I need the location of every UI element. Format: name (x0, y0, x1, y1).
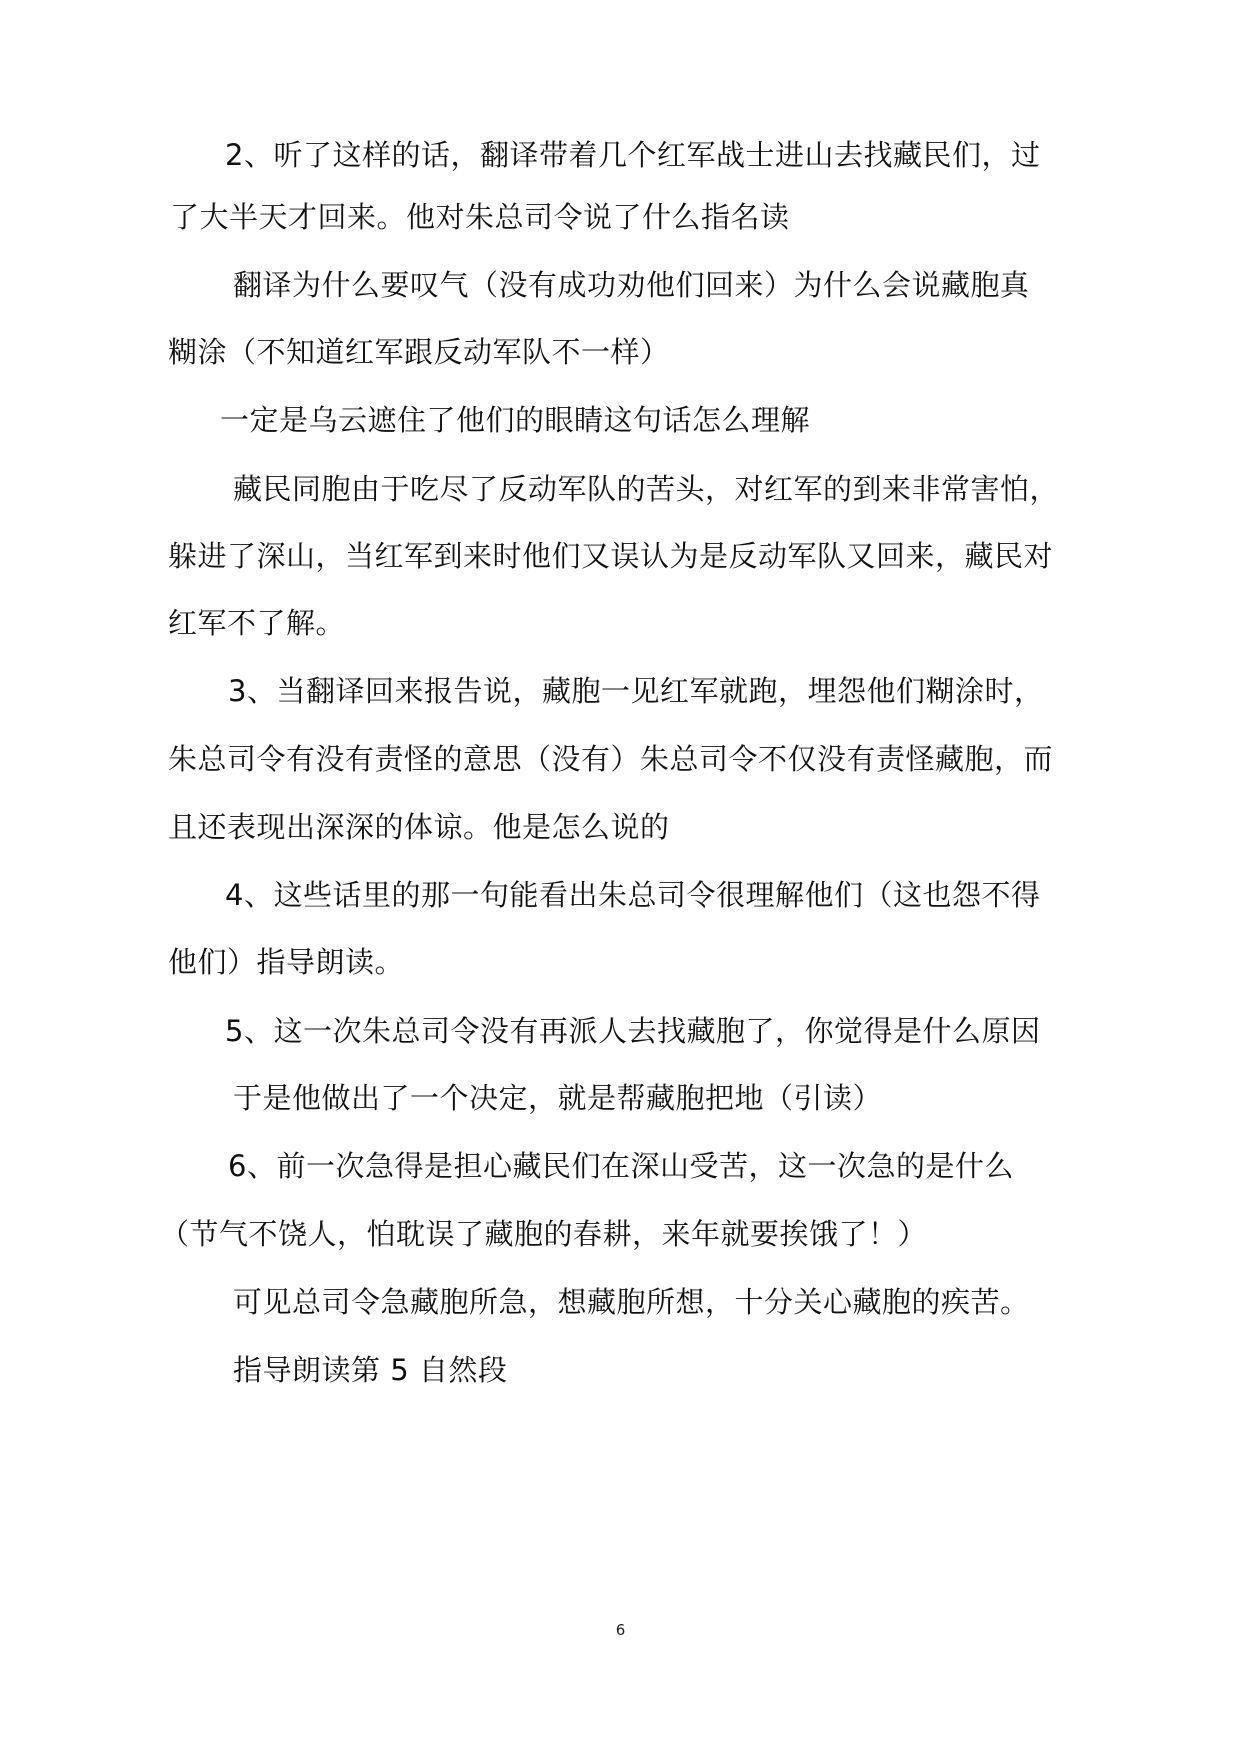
page-number: 6 (615, 1621, 626, 1639)
text-line: 朱总司令有没有责怪的意思（没有）朱总司令不仅没有责怪藏胞，而 (168, 742, 1054, 776)
text-line: 3、当翻译回来报告说，藏胞一见红军就跑，埋怨他们糊涂时， (228, 674, 1044, 708)
text-line: 了大半天才回来。他对朱总司令说了什么指名读 (170, 200, 790, 234)
text-line: （节气不饶人，怕耽误了藏胞的春耕，来年就要挨饿了！） (160, 1217, 928, 1251)
text-line: 一定是乌云遮住了他们的眼睛这句话怎么理解 (220, 403, 811, 437)
text-line: 4、这些话里的那一句能看出朱总司令很理解他们（这也怨不得 (225, 878, 1041, 912)
text-line: 红军不了解。 (168, 606, 346, 640)
text-line: 可见总司令急藏胞所急，想藏胞所想，十分关心藏胞的疾苦。 (233, 1285, 1030, 1319)
text-line: 他们）指导朗读。 (168, 945, 405, 979)
text-line: 2、听了这样的话，翻译带着几个红军战士进山去找藏民们，过 (225, 138, 1041, 172)
text-line: 且还表现出深深的体谅。他是怎么说的 (168, 810, 670, 844)
text-line: 于是他做出了一个决定，就是帮藏胞把地（引读） (233, 1081, 883, 1115)
text-line: 翻译为什么要叹气（没有成功劝他们回来）为什么会说藏胞真 (233, 268, 1030, 302)
text-line: 糊涂（不知道红军跟反动军队不一样） (168, 335, 670, 369)
text-line: 6、前一次急得是担心藏民们在深山受苦，这一次急的是什么 (228, 1149, 1014, 1183)
text-line: 5、这一次朱总司令没有再派人去找藏胞了，你觉得是什么原因 (225, 1014, 1041, 1048)
text-line: 藏民同胞由于吃尽了反动军队的苦头，对红军的到来非常害怕， (233, 472, 1060, 506)
text-line: 指导朗读第 5 自然段 (233, 1353, 508, 1387)
text-line: 躲进了深山，当红军到来时他们又误认为是反动军队又回来，藏民对 (168, 539, 1054, 573)
